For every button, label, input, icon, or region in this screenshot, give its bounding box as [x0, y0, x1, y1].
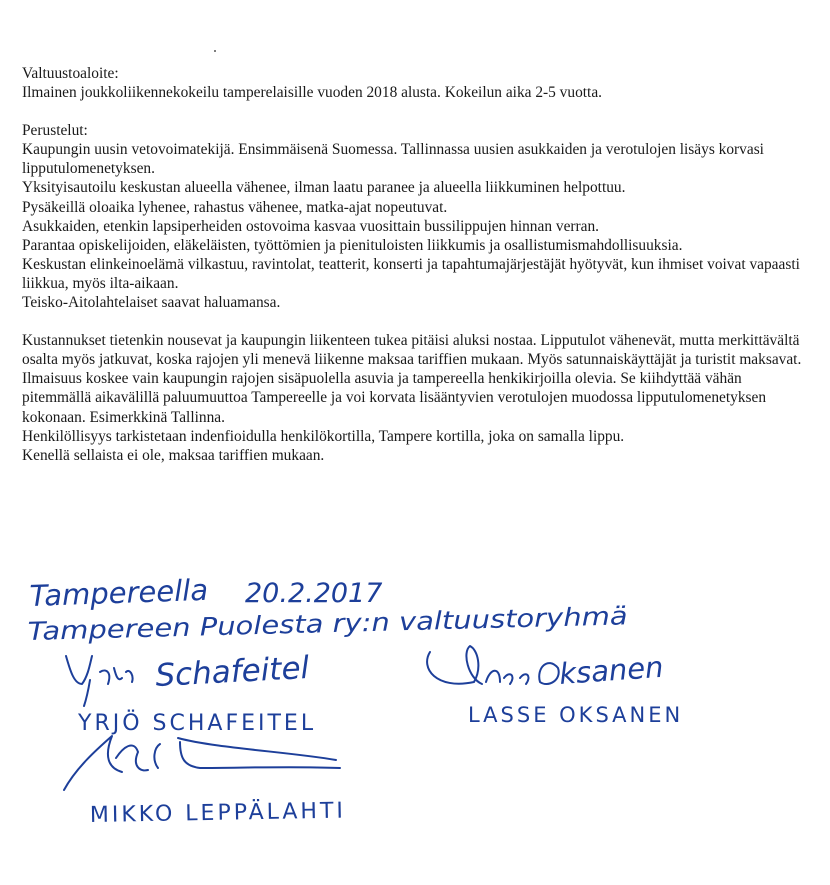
id-check-line: Henkilöllisyys tarkistetaan indenfioidulla henkilökortilla, Tampere kortilla, joka on samalla lippu.: [22, 427, 625, 445]
group-handwritten: Tampereen Puolesta ry:n valtuustoryhmä: [27, 603, 546, 646]
signer-name-yrjo: YRJÖ SCHAFEITEL: [78, 711, 317, 736]
reasons-section: [22, 121, 812, 312]
signer-name-lasse: LASSE OKSANEN: [468, 703, 684, 727]
date-handwritten: 20.2.2017: [245, 578, 383, 609]
initiative-label: Valtuustoaloite:: [22, 65, 119, 82]
signature-mikko: [64, 736, 340, 790]
svg-text:Schafeitel: Schafeitel: [154, 649, 311, 694]
scan-speck: [214, 50, 216, 52]
reason-item: Asukkaiden, etenkin lapsiperheiden ostovoima kasvaa vuosittain bussilippujen hinnan verran.: [22, 217, 600, 235]
handwriting-svg: [0, 572, 830, 885]
reason-item: Parantaa opiskelijoiden, eläkeläisten, työttömien ja pienituloisten liikkumis ja osallistumismahdollisuuksia.: [22, 236, 683, 254]
reason-item: Pysäkeillä oloaika lyhenee, rahastus vähenee, matka-ajat nopeutuvat.: [22, 198, 448, 216]
svg-text:ksanen: ksanen: [558, 649, 665, 691]
handwritten-signature-block: [0, 572, 830, 885]
initiative-header: [22, 64, 812, 102]
tariff-line: Kenellä sellaista ei ole, maksaa tariffien mukaan.: [22, 446, 325, 464]
signer-name-mikko: MIKKO LEPPÄLAHTI: [89, 798, 347, 828]
reason-item: Yksityisautoilu keskustan alueella vähenee, ilman laatu paranee ja alueella liikkuminen helpottuu.: [22, 179, 626, 197]
reasons-label: Perustelut:: [22, 122, 88, 140]
place-handwritten: Tampereella: [29, 572, 209, 613]
reason-item: Keskustan elinkeinoelämä vilkastuu, ravintolat, teatterit, konserti ja tapahtumajärjestäjät hyötyvät, kun ihmiset voivat vapaasti liikkua, myös ilta-aikaan.: [22, 255, 800, 292]
initiative-title: Ilmainen joukkoliikennekokeilu tamperelaisille vuoden 2018 alusta. Kokeilun aika 2-5 vuotta.: [22, 84, 602, 102]
signature-lasse: [427, 646, 664, 691]
reason-item: Kaupungin uusin vetovoimatekijä. Ensimmäisenä Suomessa. Tallinnassa uusien asukkaiden ja verotulojen lisäys korvasi lipputulomenetyksen.: [22, 141, 764, 178]
costs-paragraph: Kustannukset tietenkin nousevat ja kaupungin liikenteen tukea pitäisi aluksi nostaa. Lipputulot vähenevät, mutta merkittävältä osalta myös jatkuvat, koska rajojen yli menevä liikenne maksaa tariffien mukaan. Myös satunnaiskäyttäjät ja turistit maksavat. Ilmaisuus koskee vain kaupungin rajojen sisäpuolella asuvia ja tampereella henkikirjoilla olevia. Se kiihdyttää vähän pitemmällä aikavälillä paluumuuttoa Tampereelle ja voi korvata lisääntyvien verotulojen muodossa lipputulomenetyksen kokonaan. Esimerkkinä Tallinna.: [22, 332, 802, 426]
signature-yrjo: [66, 650, 310, 706]
costs-section: [22, 331, 812, 465]
reason-item: Teisko-Aitolahtelaiset saavat haluamansa.: [22, 294, 281, 312]
document-body: [22, 64, 812, 465]
